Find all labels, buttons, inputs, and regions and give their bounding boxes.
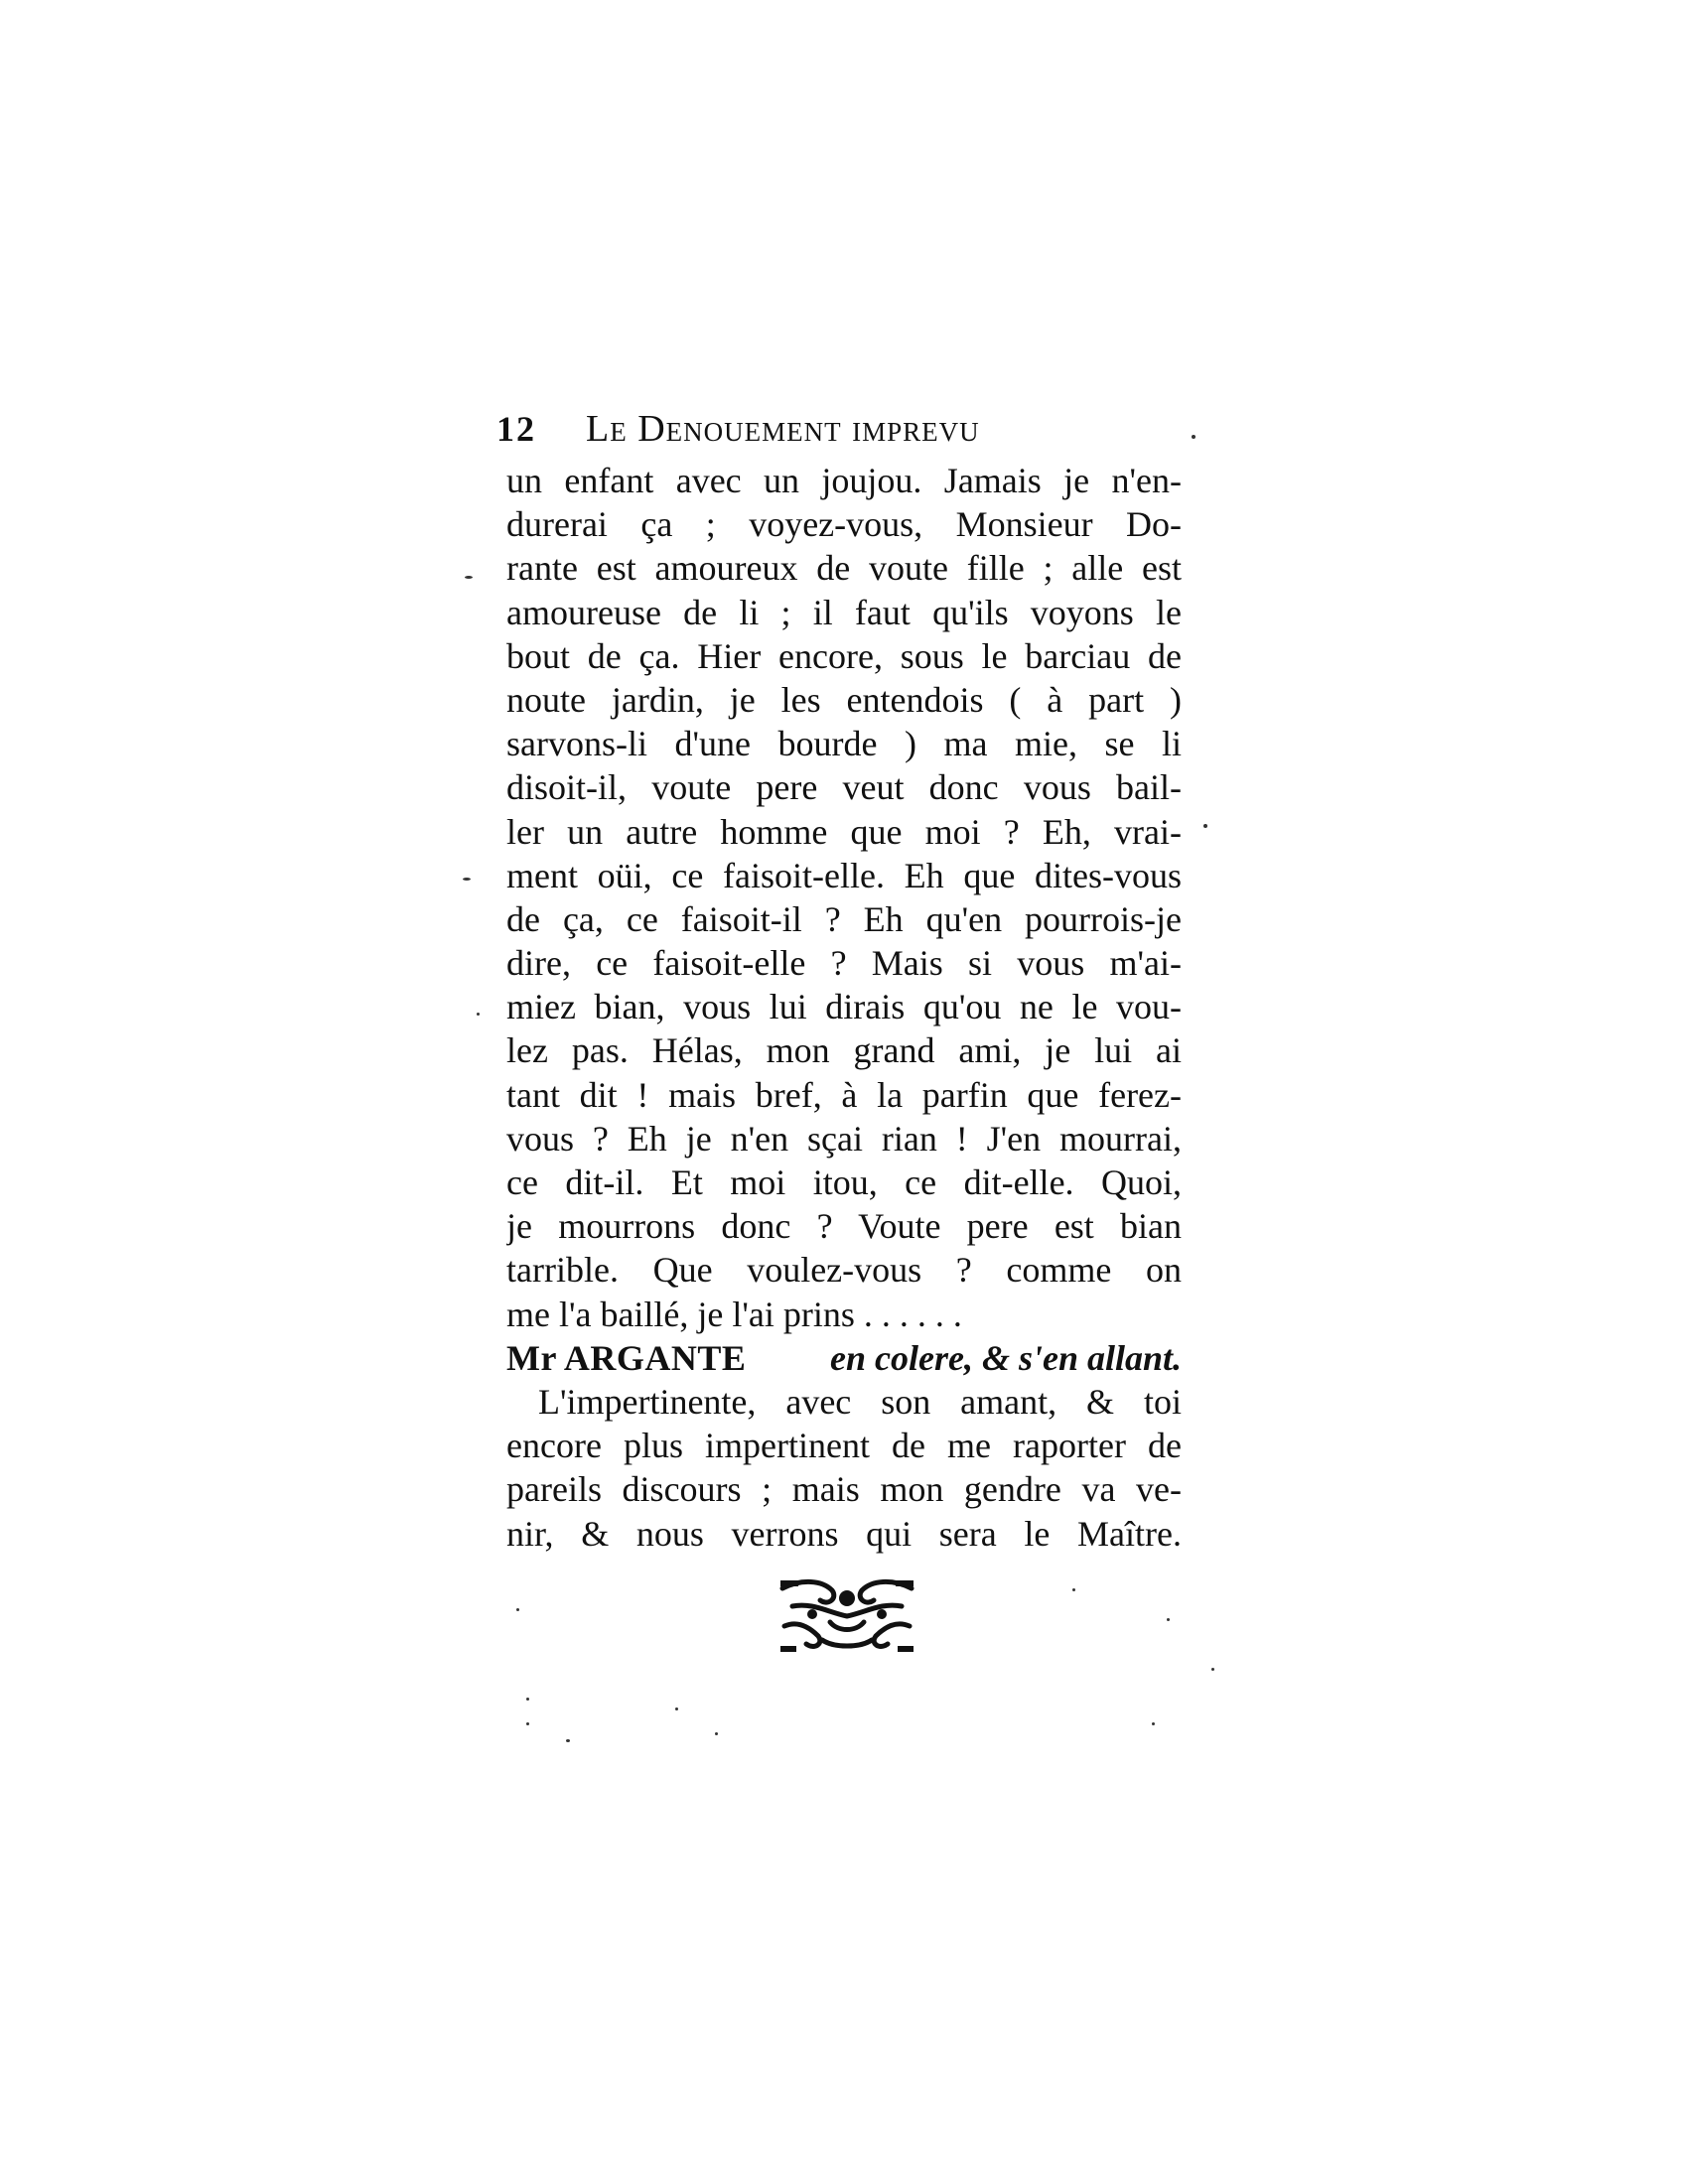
ink-speck (526, 1722, 529, 1725)
running-title: Le Denouement imprevu (586, 408, 980, 450)
text-line: noute jardin, je les entendois ( à part ) (506, 679, 1182, 720)
text-line: tant dit ! mais bref, à la parfin que ferez- (506, 1074, 1182, 1115)
text-line: lez pas. Hélas, mon grand ami, je lui ai (506, 1030, 1182, 1071)
text-line: ler un autre homme que moi ? Eh, vrai- (506, 811, 1182, 852)
ink-speck (465, 576, 473, 579)
ink-speck (526, 1698, 529, 1701)
speech-paragraph (506, 1380, 1182, 1556)
stage-direction (506, 1336, 1182, 1380)
stage-direction-text: en colere, & s'en allant. (830, 1337, 1182, 1378)
ink-speck (1211, 1668, 1214, 1671)
page-header (496, 407, 1192, 457)
text-line: bout de ça. Hier encore, sous le barciau de (506, 635, 1182, 676)
fleuron-icon (773, 1576, 921, 1656)
text-line: encore plus impertinent de me raporter de (506, 1426, 1182, 1466)
page-number: 12 (496, 409, 536, 449)
ink-speck (675, 1707, 678, 1710)
text-block (506, 459, 1182, 1556)
text-line: L'impertinente, avec son amant, & toi (538, 1381, 1182, 1422)
text-line: me l'a baillé, je l'ai prins . . . . . . (506, 1294, 962, 1334)
text-line: pareils discours ; mais mon gendre va ve- (506, 1469, 1182, 1510)
ink-speck (1072, 1588, 1075, 1591)
dialogue-paragraph (506, 459, 1182, 1336)
text-line: tarrible. Que voulez-vous ? comme on (506, 1250, 1182, 1291)
ink-speck (1167, 1618, 1170, 1621)
text-line: ce dit-il. Et moi itou, ce dit-elle. Quoi, (506, 1162, 1182, 1202)
speaker-name: Mr ARGANTE (506, 1337, 747, 1378)
ink-speck (1152, 1722, 1155, 1725)
text-line: vous ? Eh je n'en sçai rian ! J'en mourrai, (506, 1118, 1182, 1159)
text-line: dire, ce faisoit-elle ? Mais si vous m'ai- (506, 943, 1182, 984)
text-line: de ça, ce faisoit-il ? Eh qu'en pourrois-je (506, 898, 1182, 939)
text-line: durerai ça ; voyez-vous, Monsieur Do- (506, 504, 1182, 545)
text-line: amoureuse de li ; il faut qu'ils voyons le (506, 592, 1182, 632)
ink-speck (477, 1013, 480, 1016)
ink-speck (1203, 824, 1207, 828)
text-line: nir, & nous verrons qui sera le Maître. (506, 1513, 1182, 1554)
ink-speck (566, 1739, 570, 1742)
text-line: miez bian, vous lui dirais qu'ou ne le vou- (506, 987, 1182, 1027)
text-line: rante est amoureux de voute fille ; alle est (506, 548, 1182, 589)
ink-speck (463, 878, 471, 881)
text-line: un enfant avec un joujou. Jamais je n'en- (506, 461, 1182, 500)
text-line: ment oüi, ce faisoit-elle. Eh que dites-vous (506, 855, 1182, 895)
ink-speck (715, 1732, 718, 1735)
ink-speck (516, 1608, 519, 1611)
text-line: je mourrons donc ? Voute pere est bian (506, 1206, 1182, 1247)
text-line: disoit-il, voute pere veut donc vous bail- (506, 767, 1182, 808)
text-line: sarvons-li d'une bourde ) ma mie, se li (506, 724, 1182, 764)
ink-speck (1192, 435, 1196, 439)
